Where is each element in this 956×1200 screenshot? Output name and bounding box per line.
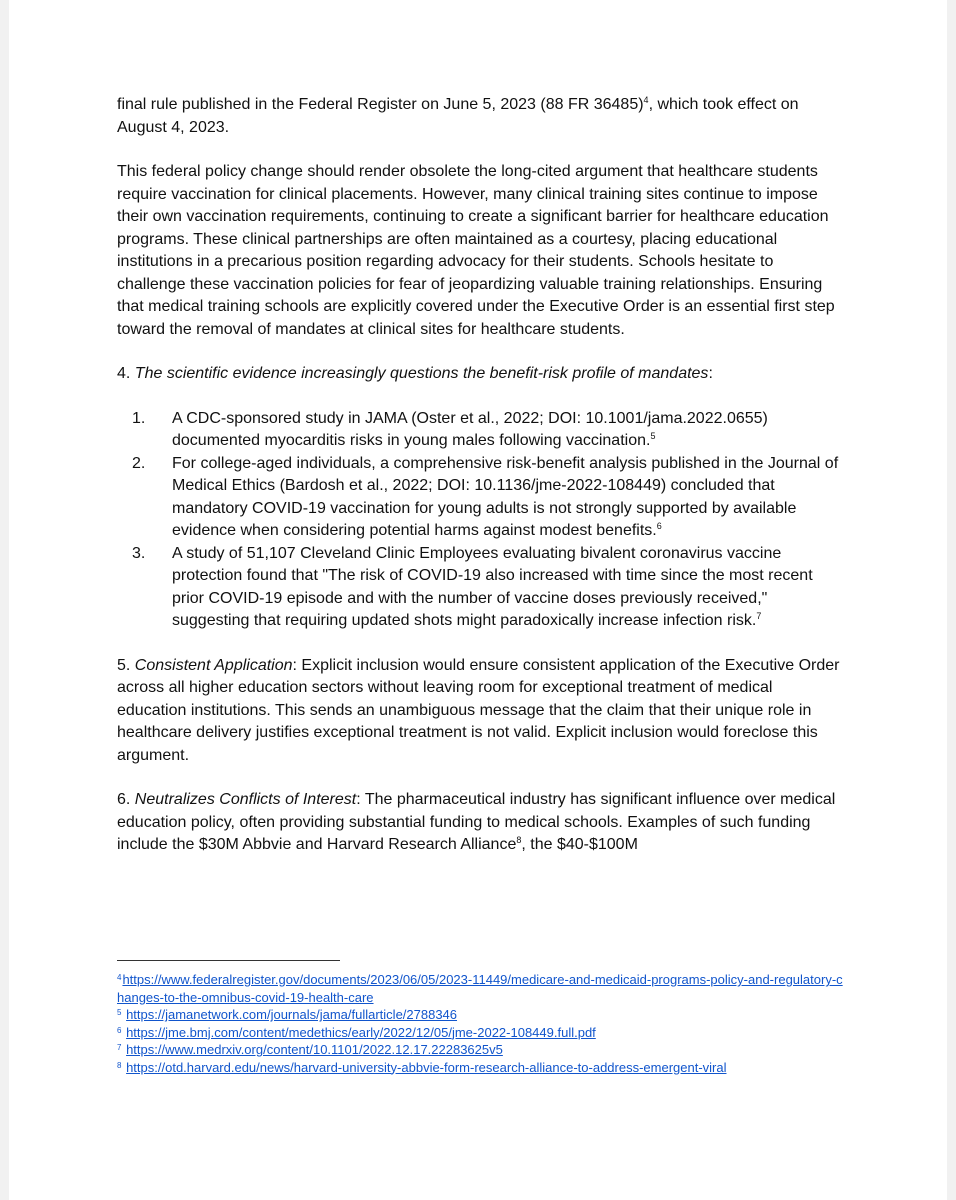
footnote-ref: 8 xyxy=(516,835,522,845)
footnote-6 xyxy=(117,1024,847,1042)
section-4-heading xyxy=(117,363,842,386)
footnote-mark: 7 xyxy=(117,1043,122,1052)
section-number: 4. xyxy=(117,365,131,382)
section-title: Neutralizes Conflicts of Interest xyxy=(134,791,357,808)
paragraph-federal-register xyxy=(117,94,842,139)
footnotes xyxy=(117,971,847,1076)
list-item xyxy=(117,543,842,633)
document-page xyxy=(117,94,842,857)
footnote-mark: 6 xyxy=(117,1025,122,1035)
section-colon: : xyxy=(708,365,713,382)
list-number: 2. xyxy=(132,454,146,472)
paragraph-text: final rule published in the Federal Register on June 5, 2023 (88 FR 36485) xyxy=(117,96,644,113)
section-text: : Explicit inclusion would ensure consistent application of the Executive Order across all higher education sectors without leaving room for exceptional treatment of medical education institutions. This sends an unambiguous message that the claim that their unique role in healthcare delivery justifies exceptional treatment is not valid. Explicit inclusion would foreclose this argument. xyxy=(117,656,840,764)
footnote-link[interactable]: https://otd.harvard.edu/news/harvard-university-abbvie-form-research-alliance-to-address-emergent-viral xyxy=(126,1059,727,1075)
footnote-mark: 4 xyxy=(117,973,122,982)
section-title: The scientific evidence increasingly questions the benefit-risk profile of mandates xyxy=(134,365,709,382)
footnote-separator xyxy=(117,960,340,961)
section-number: 6. xyxy=(117,791,131,808)
section-6-paragraph xyxy=(117,789,842,857)
footnote-mark: 8 xyxy=(117,1060,122,1070)
footnote-5 xyxy=(117,1006,847,1024)
footnote-mark: 5 xyxy=(117,1008,122,1017)
section-text-tail: , the $40-$100M xyxy=(521,836,638,853)
page-edge-left xyxy=(0,0,9,1200)
evidence-list xyxy=(117,408,842,633)
list-number: 1. xyxy=(132,409,146,427)
list-text: A CDC-sponsored study in JAMA (Oster et al., 2022; DOI: 10.1001/jama.2022.0655) documented myocarditis risks in young males following vaccination. xyxy=(172,409,768,449)
footnote-8 xyxy=(117,1059,847,1077)
page-edge-right xyxy=(947,0,956,1200)
paragraph-text-tail: , which took effect on August 4, 2023. xyxy=(117,96,799,136)
footnote-link[interactable]: https://jamanetwork.com/journals/jama/fullarticle/2788346 xyxy=(126,1007,458,1022)
list-number: 3. xyxy=(132,544,146,562)
footnote-ref: 7 xyxy=(756,611,762,621)
footnote-link[interactable]: https://www.medrxiv.org/content/10.1101/2022.12.17.22283625v5 xyxy=(126,1042,503,1057)
footnote-4 xyxy=(117,971,847,1006)
section-title: Consistent Application xyxy=(134,656,293,674)
list-item xyxy=(117,453,842,543)
section-text: : The pharmaceutical industry has significant influence over medical education policy, often providing substantial funding to medical schools. Examples of such funding include the $30M Abbvie and Harvard Research Alliance xyxy=(117,791,836,853)
footnote-link[interactable]: https://jme.bmj.com/content/medethics/early/2022/12/05/jme-2022-108449.full.pdf xyxy=(126,1024,596,1040)
footnote-ref: 6 xyxy=(656,521,662,531)
footnote-7 xyxy=(117,1041,847,1059)
list-text: A study of 51,107 Cleveland Clinic Employees evaluating bivalent coronavirus vaccine protection found that "The risk of COVID-19 also increased with time since the most recent prior COVID-19 episode and with the number of vaccine doses previously received," suggesting that requiring updated shots might paradoxically increase infection risk. xyxy=(172,544,813,629)
footnote-ref: 4 xyxy=(643,95,649,105)
list-text: For college-aged individuals, a comprehensive risk-benefit analysis published in the Journal of Medical Ethics (Bardosh et al., 2022; DOI: 10.1136/jme-2022-108449) concluded that mandatory COVID-19 vaccination for young adults is not strongly supported by available evidence when considering potential harms against modest benefits. xyxy=(172,454,839,539)
paragraph-policy-change: This federal policy change should render obsolete the long-cited argument that healthcare students require vaccination for clinical placements. However, many clinical training sites continue to impose their own vaccination requirements, continuing to create a significant barrier for healthcare education programs. These clinical partnerships are often maintained as a courtesy, placing educational institutions in a precarious position regarding advocacy for their students. Schools hesitate to challenge these vaccination policies for fear of jeopardizing valuable training relationships. Ensuring that medical training schools are explicitly covered under the Executive Order is an essential first step toward the removal of mandates at clinical sites for healthcare students. xyxy=(117,163,835,338)
footnote-link[interactable]: https://www.federalregister.gov/documents/2023/06/05/2023-11449/medicare-and-medicaid-programs-policy-and-regulatory-changes-to-the-omnibus-covid-19-health-care xyxy=(117,972,843,1005)
footnote-ref: 5 xyxy=(650,431,656,441)
list-item xyxy=(117,408,842,453)
section-5-paragraph xyxy=(117,655,842,768)
section-number: 5. xyxy=(117,656,131,674)
